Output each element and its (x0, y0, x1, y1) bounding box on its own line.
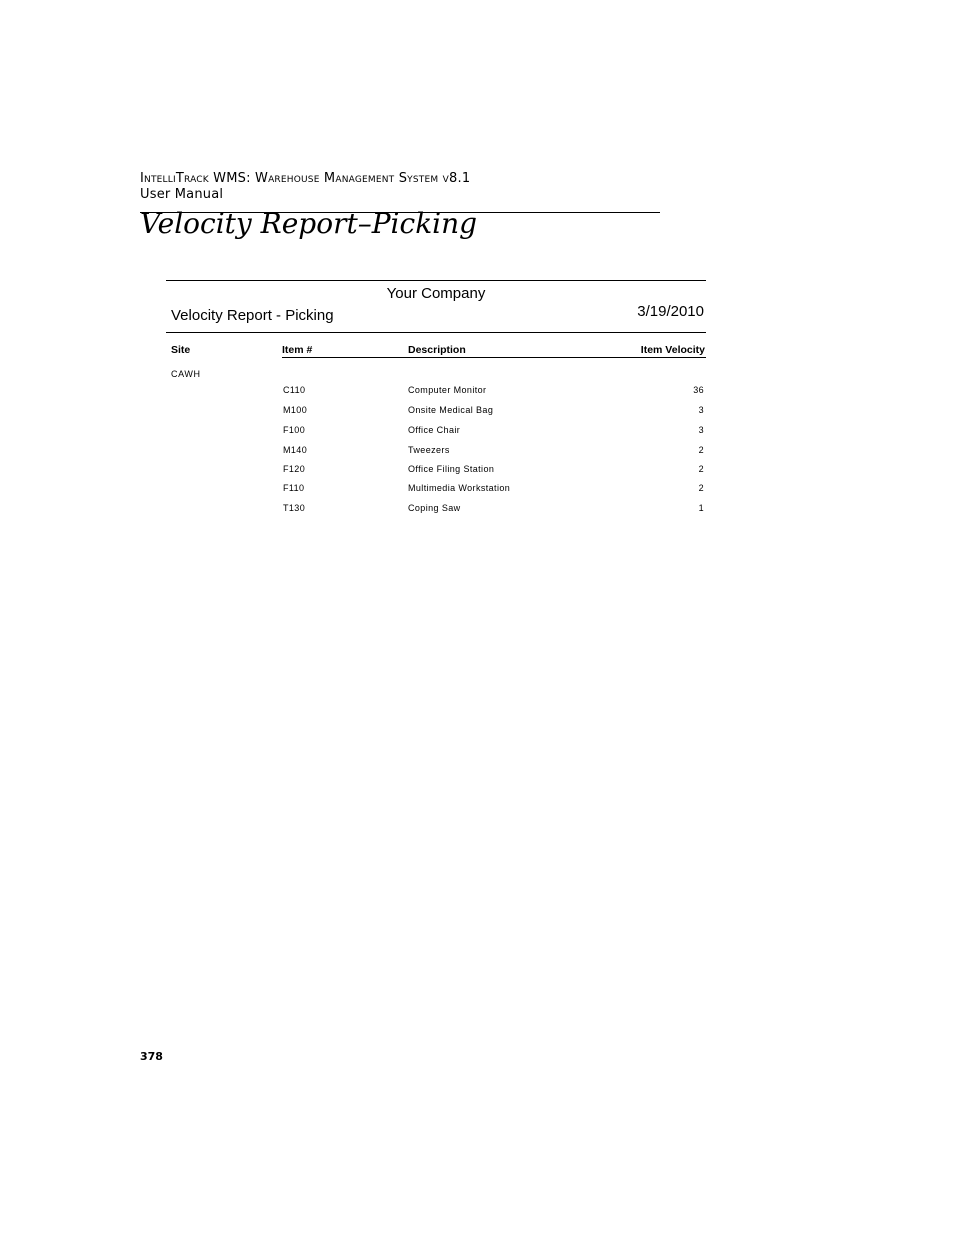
running-header (140, 171, 470, 203)
site-value: CAWH (171, 369, 201, 379)
table-row (166, 384, 706, 398)
item-velocity: 3 (698, 405, 704, 415)
item-description: Onsite Medical Bag (408, 405, 494, 415)
item-description: Multimedia Workstation (408, 483, 511, 493)
manual-label: User Manual (140, 187, 224, 202)
item-velocity: 2 (698, 483, 704, 493)
product-title: IntelliTrack WMS: Warehouse Management System v8.1 (140, 171, 471, 186)
item-number: F100 (283, 425, 306, 435)
item-number: F110 (283, 483, 305, 493)
report-top-rule (166, 280, 706, 281)
item-description: Office Filing Station (408, 464, 495, 474)
item-number: M140 (283, 445, 308, 455)
item-description: Coping Saw (408, 503, 461, 513)
item-number: T130 (283, 503, 306, 513)
item-velocity: 2 (698, 445, 704, 455)
report-company: Your Company (386, 285, 486, 302)
item-velocity: 3 (698, 425, 704, 435)
column-header-item: Item # (282, 344, 313, 356)
table-row (166, 463, 706, 477)
table-row (166, 424, 706, 438)
report-header-rule (166, 332, 706, 333)
table-row (166, 482, 706, 496)
report-title: Velocity Report - Picking (171, 307, 334, 324)
item-velocity: 36 (693, 385, 704, 395)
item-number: C110 (283, 385, 306, 395)
item-velocity: 1 (698, 503, 704, 513)
velocity-report-image (166, 280, 706, 520)
item-description: Office Chair (408, 425, 461, 435)
table-row (166, 444, 706, 458)
column-header-site: Site (171, 344, 191, 356)
item-description: Tweezers (408, 445, 450, 455)
item-number: F120 (283, 464, 306, 474)
page-number: 378 (140, 1050, 163, 1063)
section-title: Velocity Report–Picking (140, 207, 478, 240)
column-header-rule (282, 357, 706, 358)
table-row (166, 502, 706, 516)
report-date: 3/19/2010 (637, 303, 704, 320)
column-header-velocity: Item Velocity (640, 344, 705, 356)
item-number: M100 (283, 405, 308, 415)
item-description: Computer Monitor (408, 385, 487, 395)
item-velocity: 2 (698, 464, 704, 474)
column-header-description: Description (408, 344, 466, 356)
table-row (166, 404, 706, 418)
